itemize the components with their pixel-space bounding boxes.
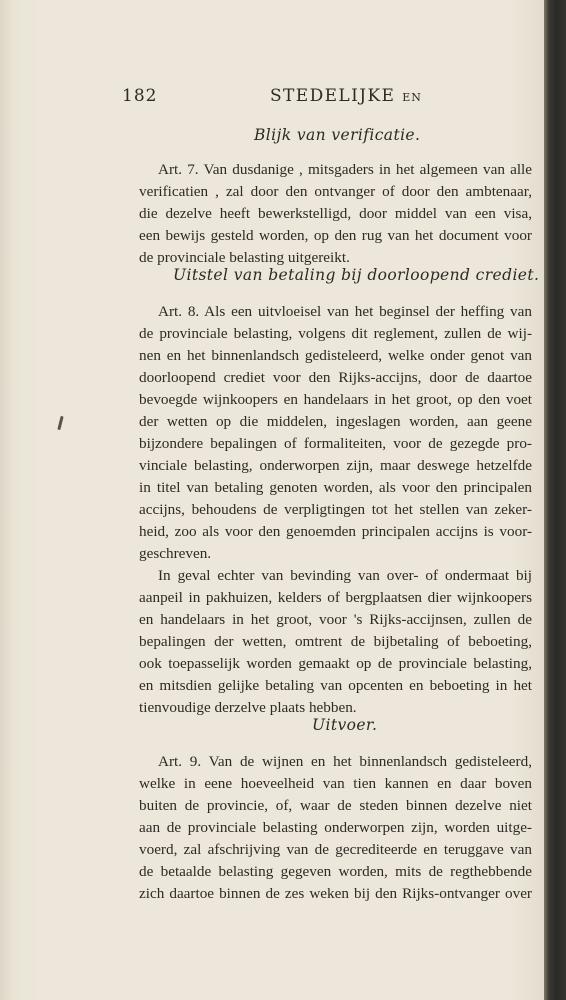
text-line: de provinciale belasting uitgereikt.	[139, 249, 350, 266]
text-line: aanpeil in pakhuizen, kelders of bergplaatsen dier wijnkoopers	[139, 589, 532, 606]
text-line: bepalingen der wetten, omtrent de bijbetaling of beboeting,	[139, 633, 532, 650]
text-line: verificatien , zal door den ontvanger of door den ambtenaar,	[139, 183, 532, 200]
text-line: zich daartoe binnen de zes weken bij den Rijks-ontvanger over	[139, 885, 532, 902]
text-line: doorloopend crediet voor den Rijks-accijns, door de daartoe	[139, 369, 532, 386]
margin-mark	[57, 416, 63, 430]
text-line: vinciale belasting, onderworpen zijn, maar deswege hetzelfde	[139, 457, 532, 474]
text-line: ook toepasselijk worden gemaakt op de provinciale belasting,	[139, 655, 532, 672]
running-title: STEDELIJKE EN	[270, 86, 422, 106]
text-line: bijzondere bepalingen of formaliteiten, voor de gezegde pro-	[139, 435, 532, 452]
text-line: tienvoudige derzelve plaats hebben.	[139, 699, 357, 716]
page-header	[122, 86, 532, 110]
text-line: Art. 9. Van de wijnen en het binnenlandsch gedisteleerd,	[158, 753, 532, 770]
text-line: In geval echter van bevinding van over- of ondermaat bij	[158, 567, 532, 584]
text-line: nen en het binnenlandsch gedisteleerd, welke onder genot van	[139, 347, 532, 364]
text-line: en mitsdien gelijke betaling van opcenten en beboeting in het	[139, 677, 532, 694]
section-heading-uitvoer: Uitvoer.	[312, 716, 378, 734]
text-line: welke in eene hoeveelheid van tien kannen en daar boven	[139, 775, 532, 792]
text-line: heid, zoo als voor den genoemden principalen accijns is voor-	[139, 523, 532, 540]
text-line: voerd, zal afschrijving van de gecrediteerde en teruggave van	[139, 841, 532, 858]
text-line: bevoegde wijnkoopers en handelaars in het groot, op den voet	[139, 391, 532, 408]
text-line: accijns, behoudens de verpligtingen tot het stellen van zeker-	[139, 501, 532, 518]
text-line: die dezelve heeft bewerkstelligd, door middel van een visa,	[139, 205, 532, 222]
page-number: 182	[122, 86, 158, 106]
text-line: in titel van betaling genoten worden, als voor den principalen	[139, 479, 532, 496]
text-line: der wetten op die middelen, ingeslagen worden, aan geene	[139, 413, 532, 430]
text-line: geschreven.	[139, 545, 212, 562]
text-line: Art. 7. Van dusdanige , mitsgaders in het algemeen van alle	[158, 161, 532, 178]
text-line: Art. 8. Als een uitvloeisel van het beginsel der heffing van	[158, 303, 532, 320]
page-edge-shadow	[544, 0, 566, 1000]
section-heading-uitstel: Uitstel van betaling bij doorloopend crediet.	[173, 266, 540, 284]
text-line: en handelaars in het groot, voor 's Rijks-accijnsen, zullen de	[139, 611, 532, 628]
section-heading-verificatie: Blijk van verificatie.	[254, 126, 421, 144]
text-line: de provinciale belasting, volgens dit reglement, zullen de wij-	[139, 325, 532, 342]
text-line: een bewijs gesteld worden, op den rug van het document voor	[139, 227, 532, 244]
text-line: buiten de provincie, of, waar de steden binnen dezelve niet	[139, 797, 532, 814]
text-line: de betaalde belasting gegeven worden, mits de regthebbende	[139, 863, 532, 880]
text-line: aan de provinciale belasting onderworpen zijn, worden uitge-	[139, 819, 532, 836]
